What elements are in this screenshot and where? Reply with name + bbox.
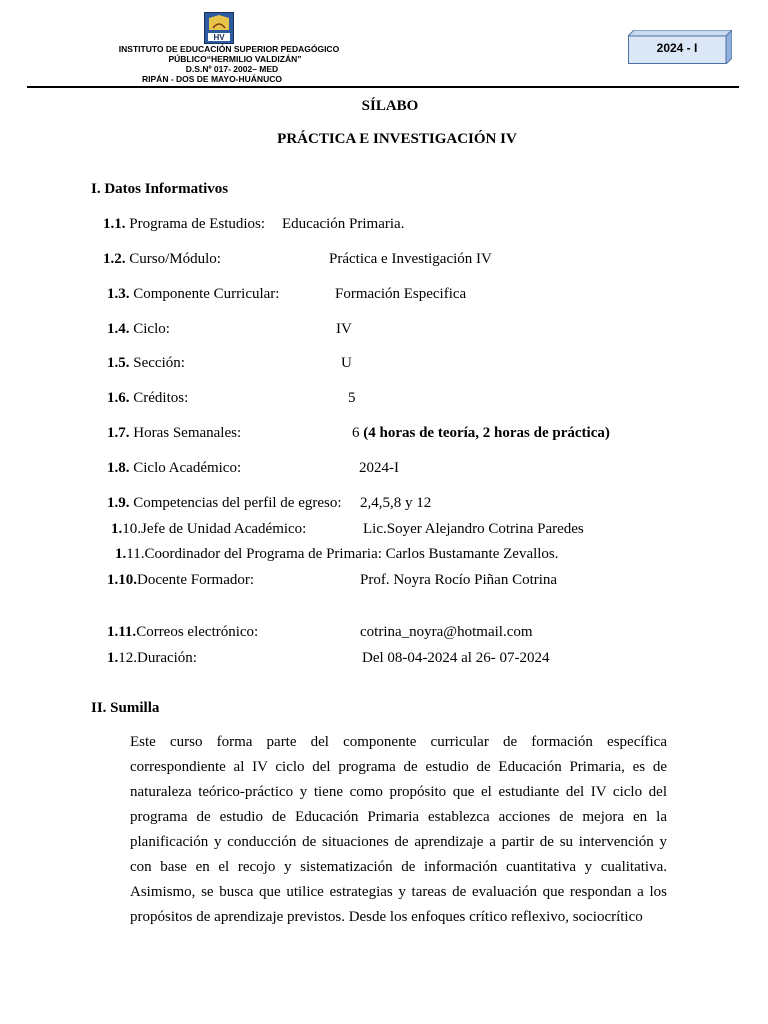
institution-location: RIPÁN - DOS DE MAYO-HUÁNUCO — [142, 74, 282, 84]
institution-subname: PÚBLICO“HERMILIO VALDIZÁN” — [168, 54, 302, 64]
info-row: 1.1. Programa de Estudios: Educación Primaria. — [103, 216, 405, 232]
info-row: 1.6. Créditos: 5 — [107, 390, 356, 406]
info-row: 1.11.Coordinador del Programa de Primaria: Carlos Bustamante Zevallos. — [115, 546, 559, 562]
info-row: 1.7. Horas Semanales: 6 (4 horas de teoría, 2 horas de práctica) — [107, 425, 610, 441]
info-row: 1.4. Ciclo: IV — [107, 321, 352, 337]
institution-name: INSTITUTO DE EDUCACIÓN SUPERIOR PEDAGÓGICO — [118, 44, 340, 54]
logo-text: HV — [213, 33, 225, 42]
info-row: 1.10.Docente Formador: Prof. Noyra Rocío Piñan Cotrina — [107, 572, 558, 588]
section-heading-sumilla: II. Sumilla — [91, 700, 160, 716]
info-row: 1.11.Correos electrónico: cotrina_noyra@hotmail.com — [107, 624, 533, 640]
info-row: 1.5. Sección: U — [107, 355, 352, 371]
document-title: SÍLABO — [361, 98, 419, 114]
info-row: 1.9. Competencias del perfil de egreso: 2,4,5,8 y 12 — [107, 495, 432, 511]
info-row: 1.8. Ciclo Académico: 2024-I — [107, 460, 399, 476]
period-badge-label: 2024 - I — [656, 41, 698, 55]
course-title: PRÁCTICA E INVESTIGACIÓN IV — [277, 131, 517, 147]
info-row: 1.2. Curso/Módulo: Práctica e Investigación IV — [103, 251, 492, 267]
info-row: 1.3. Componente Curricular: Formación Especifica — [107, 286, 467, 302]
institution-decree: D.S.Nº 017- 2002– MED — [185, 64, 279, 74]
info-row: 1.10.Jefe de Unidad Académico: Lic.Soyer Alejandro Cotrina Paredes — [111, 521, 584, 537]
header-divider — [27, 86, 739, 88]
section-heading-datos: I. Datos Informativos — [91, 181, 229, 197]
sumilla-paragraph: Este curso forma parte del componente curricular de formación específica correspondiente al IV ciclo del programa de estudio de Educación Primaria, es de naturaleza teórico-práctico y tiene como propósito que el estudiante del IV ciclo del programa de estudio de Educación Primaria establezca acciones de mejora en la planificación y conducción de situaciones de aprendizaje a partir de su intervención y con base en el recojo y sistematización de información cuantitativa y cualitativa. Asimismo, se busca que utilice estrategias y tareas de evaluación que respondan a los propósitos de aprendizaje previstos. Desde los enfoques crítico reflexivo, sociocrítico — [130, 734, 667, 925]
info-row: 1.12.Duración: Del 08-04-2024 al 26- 07-2024 — [107, 650, 550, 666]
